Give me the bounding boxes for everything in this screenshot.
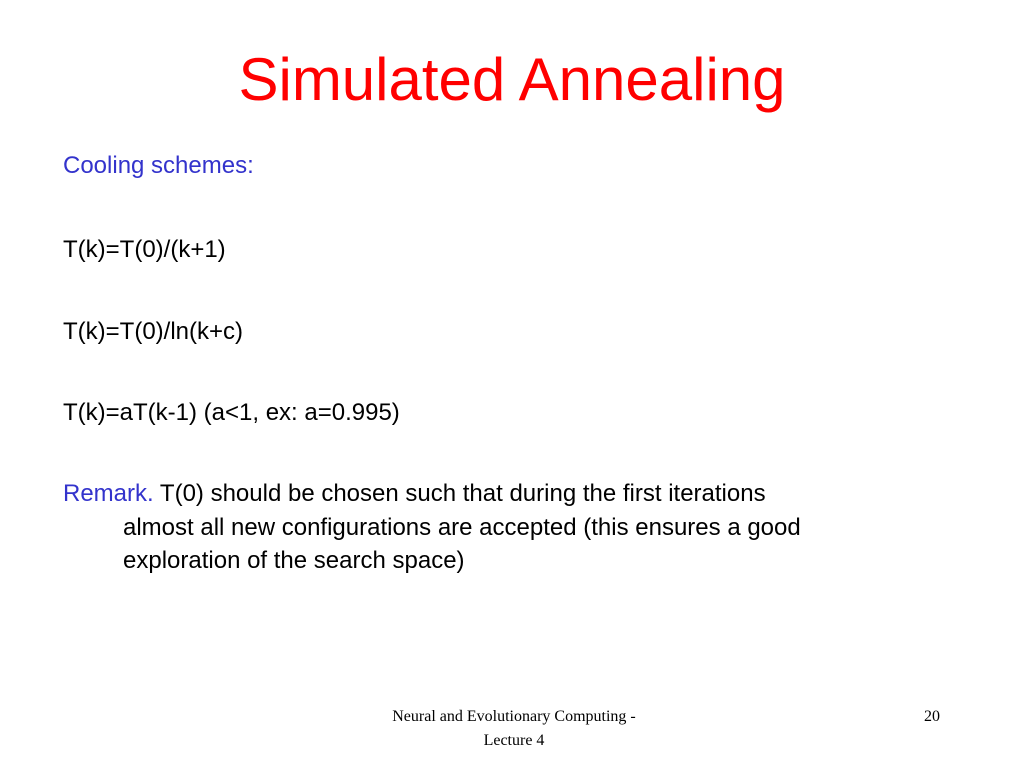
formula-1: T(k)=T(0)/(k+1) — [63, 236, 226, 263]
formula-3: T(k)=aT(k-1) (a<1, ex: a=0.995) — [63, 399, 400, 426]
remark-line-2: almost all new configurations are accepted (this ensures a good — [123, 513, 801, 541]
cooling-schemes-heading: Cooling schemes: — [63, 152, 254, 179]
formula-2: T(k)=T(0)/ln(k+c) — [63, 318, 243, 345]
remark-label: Remark. — [63, 480, 160, 507]
remark-line-1: T(0) should be chosen such that during the first iterations — [159, 480, 766, 507]
footer-line-1: Neural and Evolutionary Computing - — [392, 708, 636, 725]
remark-line-3: exploration of the search space) — [123, 547, 465, 574]
footer-line-2: Lecture 4 — [483, 732, 545, 749]
remark-paragraph — [63, 477, 963, 578]
footer-course-title — [340, 705, 688, 753]
page-number: 20 — [924, 708, 940, 725]
slide-title: Simulated Annealing — [238, 46, 786, 113]
